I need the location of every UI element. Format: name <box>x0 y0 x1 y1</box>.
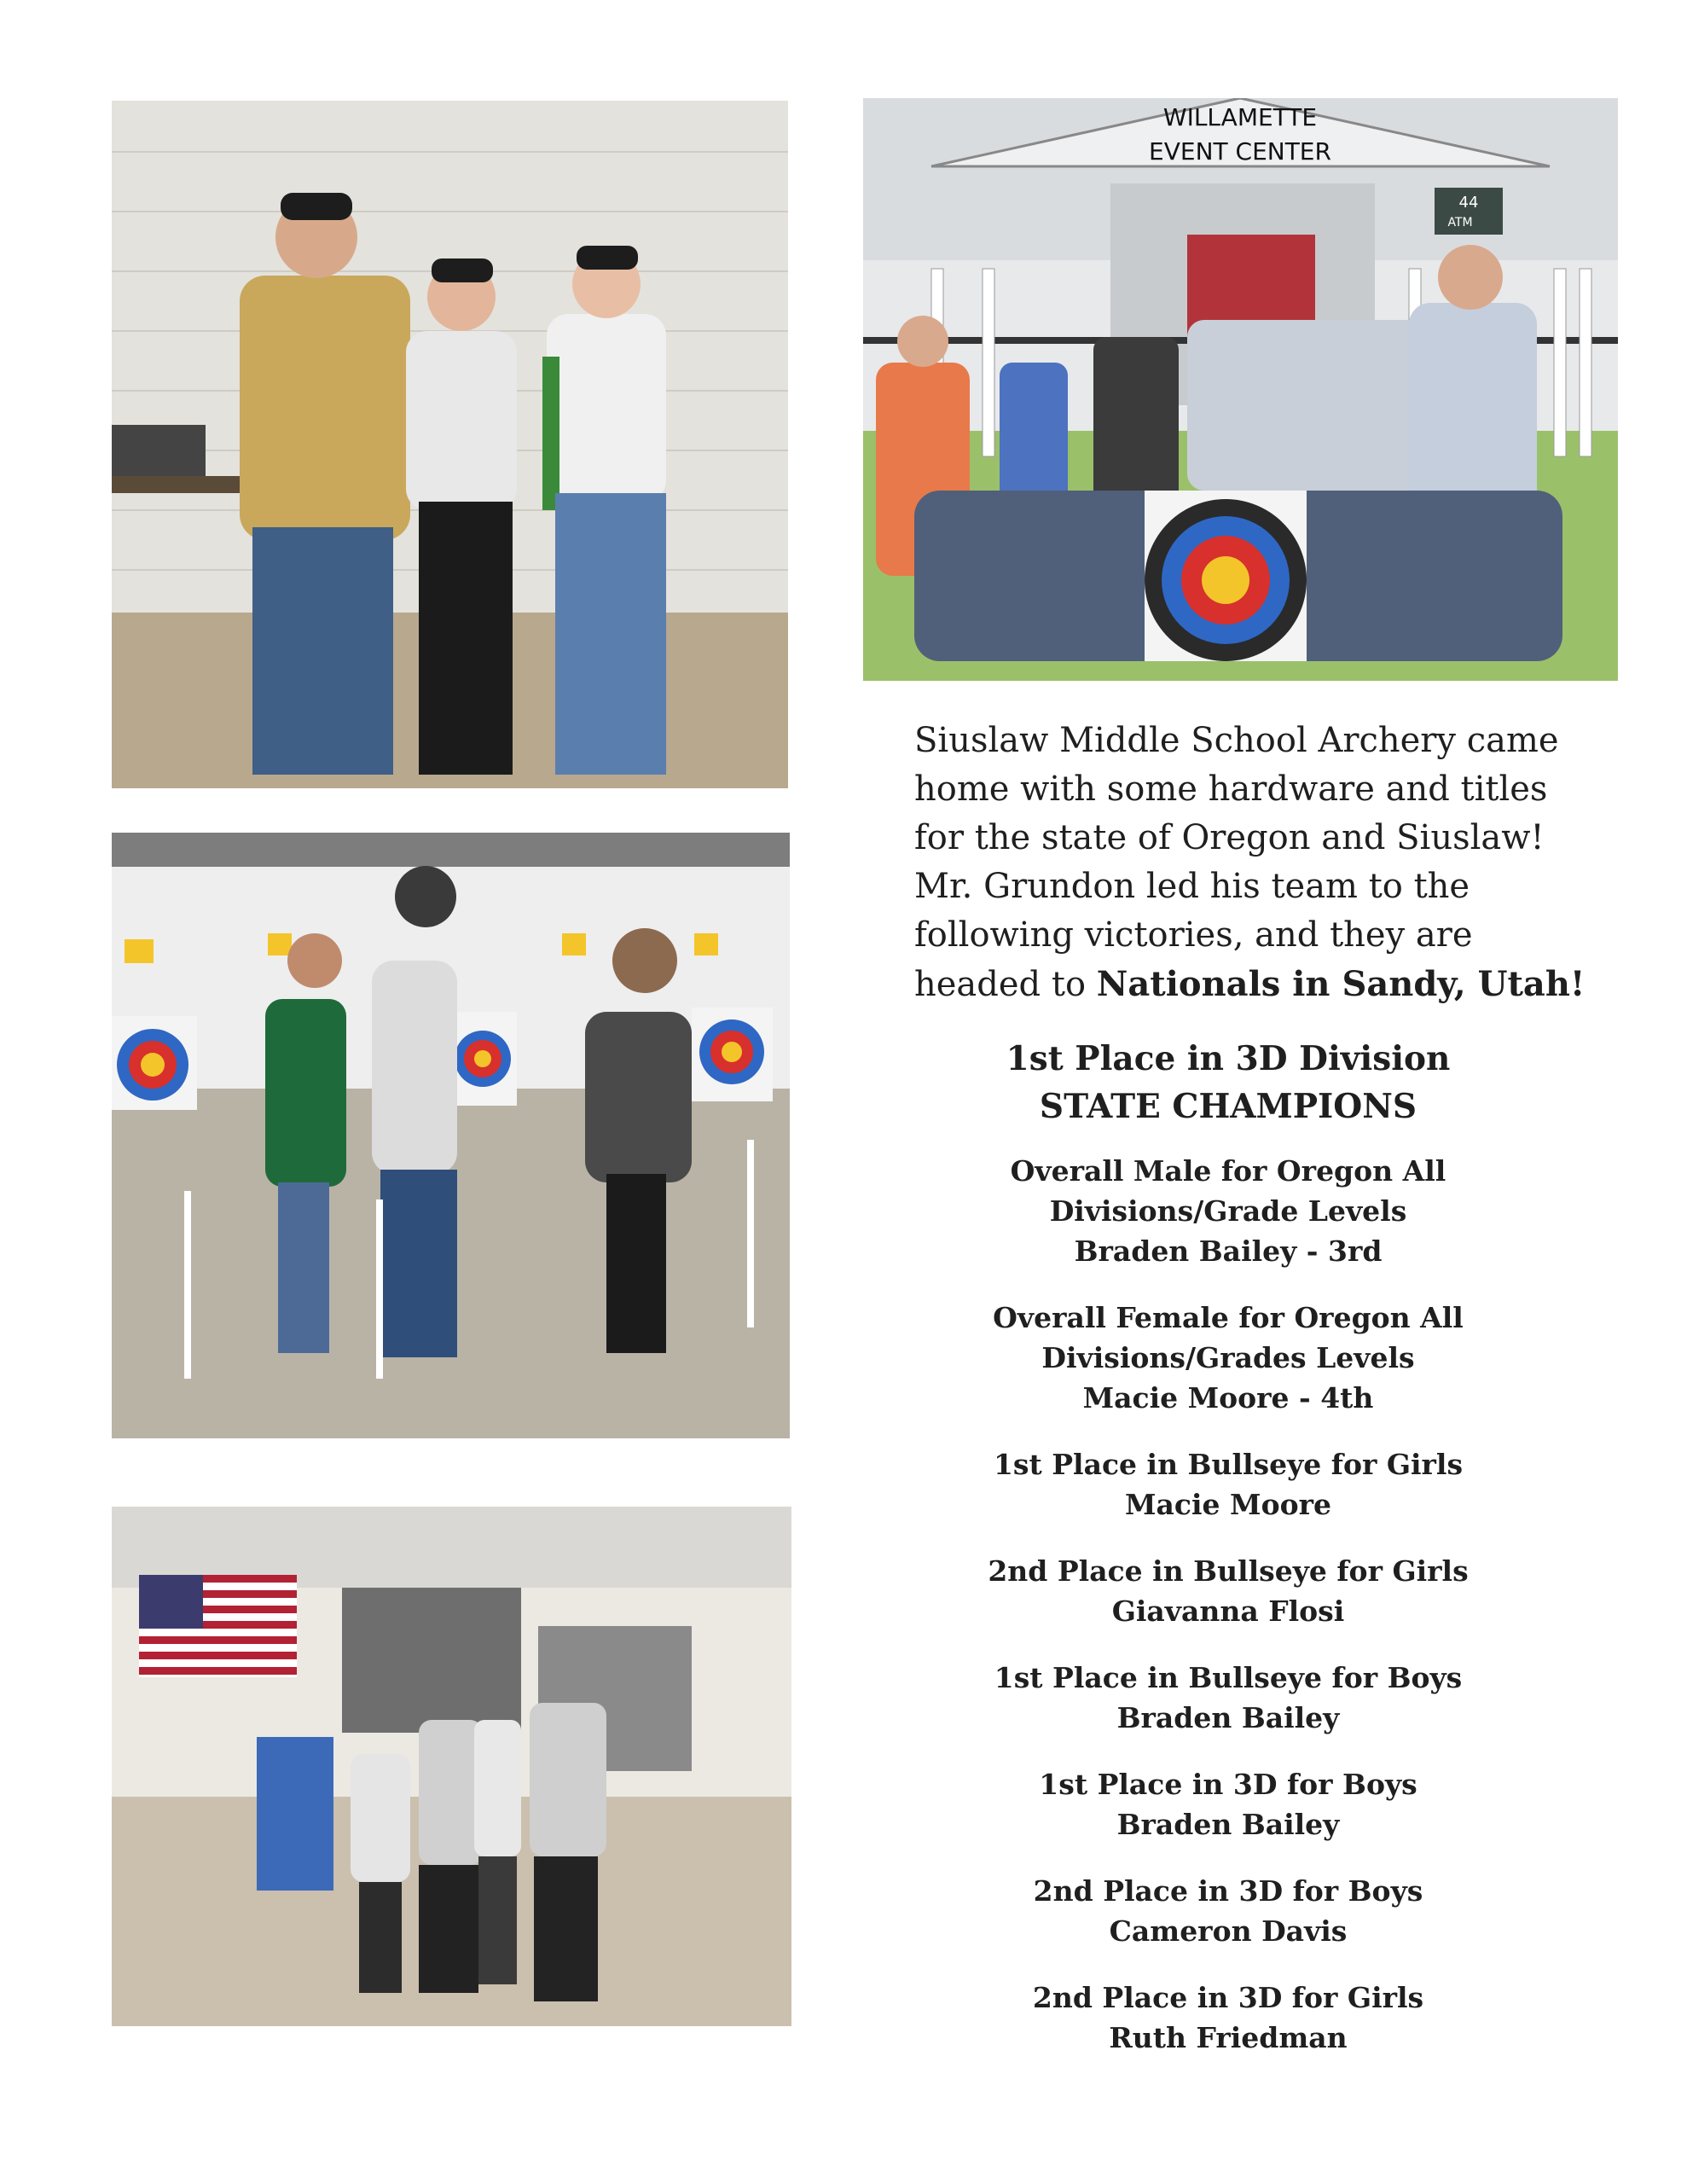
intro-text: Siuslaw Middle School Archery came home with some hardware and titles for the state of Oregon and Siuslaw! Mr. Grundon led his team to the following victories, and they are headed to <box>914 721 1559 1004</box>
photo-archers-shooting <box>112 833 790 1438</box>
award-line: 2nd Place in Bullseye for Girls <box>988 1554 1469 1588</box>
photo-event-hall <box>112 1507 791 2026</box>
small-sign-bottom: ATM <box>1447 216 1473 229</box>
award-line: 2nd Place in 3D for Girls <box>1032 1981 1424 2014</box>
awards-list <box>930 1035 1527 2084</box>
award-line: 1st Place in 3D for Boys <box>1039 1768 1417 1801</box>
award-overall-male <box>930 1151 1527 1271</box>
award-line: 1st Place in Bullseye for Boys <box>994 1661 1463 1694</box>
small-sign-top: 44 <box>1458 194 1479 212</box>
award-3d-girls-2nd <box>930 1978 1527 2058</box>
award-line: Divisions/Grades Levels <box>1041 1341 1415 1374</box>
award-line: Divisions/Grade Levels <box>1049 1194 1407 1228</box>
sign-line-1: WILLAMETTE <box>1162 103 1318 131</box>
photo-coach-and-medalists <box>112 101 788 788</box>
award-winner: Ruth Friedman <box>1109 2021 1348 2054</box>
award-line: 2nd Place in 3D for Boys <box>1033 1874 1423 1908</box>
award-winner: Braden Bailey - 3rd <box>1074 1234 1383 1268</box>
award-line: Overall Female for Oregon All <box>993 1301 1464 1334</box>
award-bullseye-girls-2nd <box>930 1551 1527 1631</box>
award-winner: Braden Bailey <box>1116 1701 1340 1734</box>
award-line: 1st Place in Bullseye for Girls <box>993 1448 1464 1481</box>
award-bullseye-boys-1st <box>930 1658 1527 1738</box>
award-3d-boys-2nd <box>930 1871 1527 1951</box>
photo-team-event-center <box>863 98 1618 681</box>
award-bullseye-girls-1st <box>930 1444 1527 1525</box>
sign-line-2: EVENT CENTER <box>1149 137 1331 166</box>
headline-line-2: STATE CHAMPIONS <box>1039 1087 1417 1126</box>
award-winner: Macie Moore - 4th <box>1082 1381 1374 1414</box>
award-line: Overall Male for Oregon All <box>1010 1154 1446 1188</box>
intro-paragraph <box>914 717 1597 1009</box>
headline <box>930 1035 1527 1130</box>
intro-bold-destination: Nationals in Sandy, Utah! <box>1096 964 1586 1004</box>
award-winner: Macie Moore <box>1125 1488 1331 1521</box>
award-winner: Braden Bailey <box>1116 1808 1340 1841</box>
award-winner: Giavanna Flosi <box>1111 1594 1345 1628</box>
headline-line-1: 1st Place in 3D Division <box>1006 1039 1451 1078</box>
award-overall-female <box>930 1298 1527 1418</box>
award-winner: Cameron Davis <box>1109 1914 1348 1948</box>
award-3d-boys-1st <box>930 1764 1527 1844</box>
